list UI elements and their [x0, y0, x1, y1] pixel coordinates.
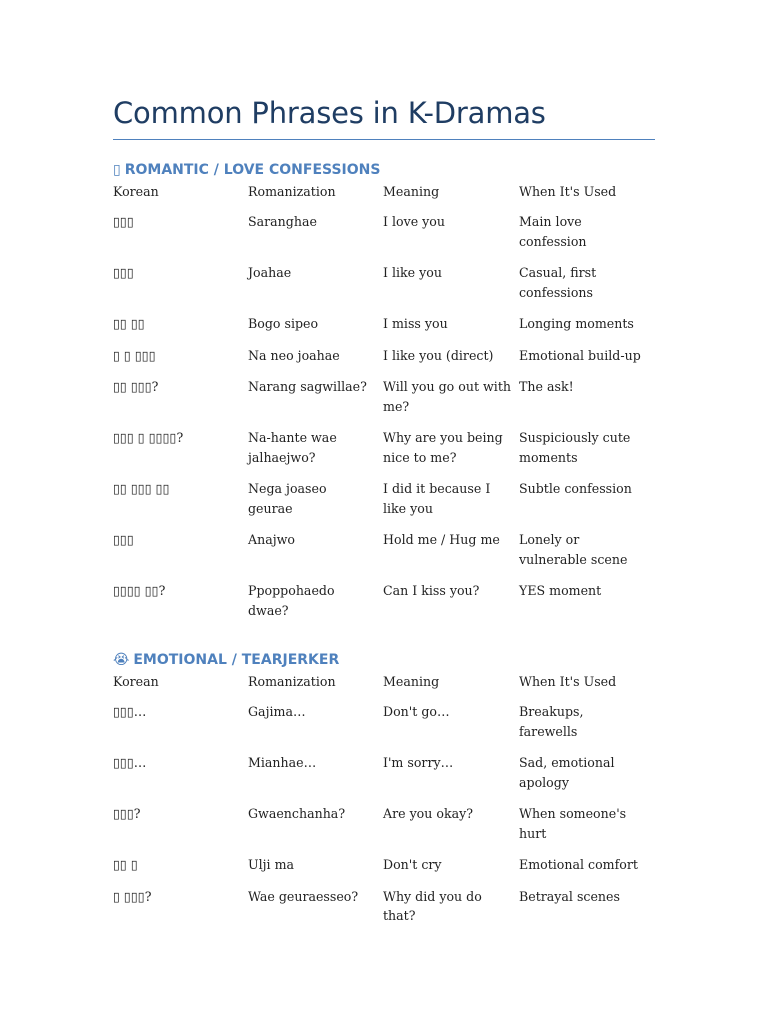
- when-used-cell: Main love confession: [519, 214, 587, 249]
- meaning-cell: Don't cry: [383, 857, 442, 872]
- korean-cell: ▯ ▯▯▯?: [113, 888, 152, 904]
- section-heading: [113, 650, 658, 670]
- when-used-cell: Emotional build-up: [519, 347, 641, 363]
- meaning-cell: Why are you being nice to me?: [383, 430, 503, 465]
- table-row: [113, 428, 653, 479]
- when-used-cell: Longing moments: [519, 316, 634, 331]
- table-row: [113, 753, 653, 804]
- when-used-cell: Breakups, farewells: [519, 704, 584, 739]
- when-used-cell: Subtle confession: [519, 481, 632, 496]
- table-row: [113, 855, 653, 887]
- korean-cell: ▯▯▯: [113, 265, 134, 280]
- korean-cell: ▯▯▯: [113, 532, 134, 547]
- korean-cell: ▯▯▯▯ ▯▯?: [113, 583, 166, 598]
- meaning-cell: I love you: [383, 214, 445, 229]
- korean-cell: ▯▯ ▯▯▯?: [113, 379, 159, 394]
- crying-face-emoji-icon: 😭: [113, 652, 130, 668]
- column-header-when-used: When It's Used: [519, 184, 617, 199]
- korean-cell: ▯▯ ▯▯▯ ▯▯: [113, 481, 170, 496]
- romanization-cell: Anajwo: [248, 532, 295, 547]
- phrase-table: [113, 180, 653, 632]
- romanization-cell: Gajima…: [248, 704, 306, 719]
- table-header-row: [113, 670, 653, 702]
- korean-cell: ▯▯ ▯▯: [113, 316, 145, 331]
- section-romantic: [113, 160, 658, 632]
- table-row: [113, 314, 653, 346]
- when-used-cell: The ask!: [519, 379, 574, 394]
- korean-cell: ▯▯ ▯: [113, 857, 138, 872]
- table-row: [113, 581, 653, 632]
- romanization-cell: Joahae: [248, 265, 292, 280]
- romanization-cell: Na-hante wae jalhaejwo?: [248, 430, 337, 465]
- romanization-cell: Na neo joahae: [248, 347, 340, 363]
- column-header-meaning: Meaning: [383, 184, 440, 199]
- section-heading-text: ROMANTIC / LOVE CONFESSIONS: [124, 162, 381, 178]
- column-header-korean: Korean: [113, 674, 159, 689]
- table-row: [113, 479, 653, 530]
- romanization-cell: Ppoppohaedo dwae?: [248, 583, 335, 618]
- meaning-cell: Don't go…: [383, 704, 450, 719]
- korean-cell: ▯▯▯…: [113, 755, 147, 770]
- table-row: [113, 346, 653, 378]
- table-row: [113, 530, 653, 581]
- table-row: [113, 263, 653, 314]
- korean-cell: ▯▯▯ ▯ ▯▯▯▯?: [113, 430, 184, 445]
- korean-cell: ▯▯▯: [113, 214, 134, 229]
- romanization-cell: Wae geuraesseo?: [248, 888, 359, 904]
- romanization-cell: Narang sagwillae?: [248, 379, 367, 394]
- romanization-cell: Mianhae…: [248, 755, 317, 770]
- table-row: [113, 804, 653, 855]
- meaning-cell: I'm sorry…: [383, 755, 454, 770]
- romanization-cell: Ulji ma: [248, 857, 295, 872]
- meaning-cell: Can I kiss you?: [383, 583, 480, 598]
- meaning-cell: Are you okay?: [383, 806, 473, 821]
- romanization-cell: Gwaenchanha?: [248, 806, 346, 821]
- when-used-cell: When someone's hurt: [519, 806, 627, 841]
- when-used-cell: Lonely or vulnerable scene: [519, 532, 628, 567]
- meaning-cell: Why did you do that?: [383, 888, 482, 923]
- meaning-cell: I did it because I like you: [383, 481, 491, 516]
- korean-cell: ▯▯▯?: [113, 806, 141, 821]
- section-heading: [113, 160, 658, 180]
- column-header-romanization: Romanization: [248, 184, 336, 199]
- meaning-cell: Hold me / Hug me: [383, 532, 500, 547]
- phrase-table: [113, 670, 653, 938]
- when-used-cell: Suspiciously cute moments: [519, 430, 631, 465]
- when-used-cell: Emotional comfort: [519, 857, 638, 872]
- when-used-cell: Sad, emotional apology: [519, 755, 615, 790]
- table-header-row: [113, 180, 653, 212]
- meaning-cell: I like you: [383, 265, 442, 280]
- when-used-cell: YES moment: [519, 583, 602, 598]
- column-header-meaning: Meaning: [383, 674, 440, 689]
- section-heading-text: EMOTIONAL / TEARJERKER: [133, 652, 340, 668]
- page-title: Common Phrases in K-Dramas: [113, 96, 546, 130]
- table-row: [113, 702, 653, 753]
- when-used-cell: Casual, first confessions: [519, 265, 597, 300]
- meaning-cell: I miss you: [383, 316, 448, 331]
- meaning-cell: I like you (direct): [383, 347, 494, 363]
- heart-emoji-icon: ▯: [113, 162, 121, 178]
- korean-cell: ▯ ▯ ▯▯▯: [113, 347, 156, 363]
- table-row: [113, 377, 653, 428]
- table-row: [113, 887, 653, 938]
- section-emotional: [113, 650, 658, 938]
- romanization-cell: Saranghae: [248, 214, 317, 229]
- romanization-cell: Bogo sipeo: [248, 316, 319, 331]
- table-row: [113, 212, 653, 263]
- column-header-korean: Korean: [113, 184, 159, 199]
- when-used-cell: Betrayal scenes: [519, 888, 620, 904]
- korean-cell: ▯▯▯…: [113, 704, 147, 719]
- meaning-cell: Will you go out with me?: [383, 379, 512, 414]
- column-header-romanization: Romanization: [248, 674, 336, 689]
- column-header-when-used: When It's Used: [519, 674, 617, 689]
- title-divider: [113, 139, 655, 140]
- romanization-cell: Nega joaseo geurae: [248, 481, 327, 516]
